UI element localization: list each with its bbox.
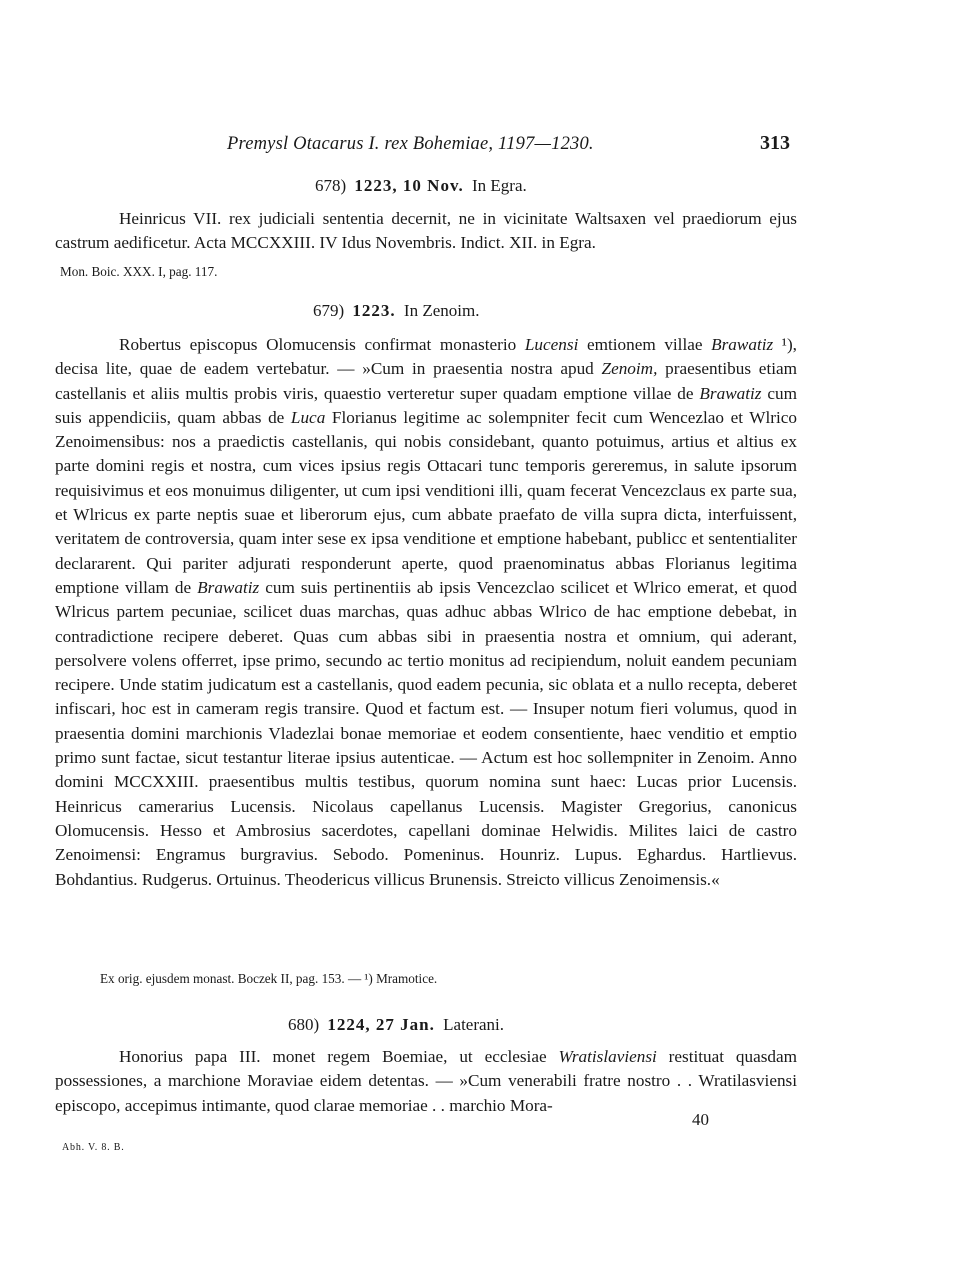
entry-680-heading [288, 1015, 504, 1035]
place-name: Lucensi [524, 335, 579, 354]
entry-679-heading [313, 301, 479, 321]
printer-signature: Abh. V. 8. B. [62, 1142, 125, 1153]
page-number: 313 [760, 132, 790, 154]
entry-678-source: Mon. Boic. XXX. I, pag. 117. [60, 264, 218, 279]
entry-place: Laterani. [443, 1015, 505, 1034]
place-name: Wratislaviensi [558, 1047, 657, 1066]
sheet-number: 40 [692, 1110, 709, 1129]
entry-678-heading [315, 176, 527, 196]
entry-680-text: Honorius papa III. monet regem Boemiae, ut ecclesiae Wratislaviensi restituat quasdam possessiones, a marchione Moraviae eidem detentas. — »Cum venerabili fratre nostro . . Wratilasviensi episcopo, accepimus intimante, quod clarae memoriae . . marchio Mora- [55, 1047, 797, 1115]
entry-678-summary: Heinricus VII. rex judiciali sententia decernit, ne in vicinitate Waltsaxen vel praediorum ejus castrum aedificetur. Acta MCCXXIII. IV Idus Novembris. Indict. XII. in Egra. [55, 209, 797, 253]
entry-date: 1224, 27 Jan. [327, 1015, 435, 1034]
entry-679-text: Robertus episcopus Olomucensis confirmat monasterio Lucensi emtionem villae Brawatiz ¹), decisa lite, quae de eadem vertebatur. — »Cum in praesentia nostra apud Zenoim, praesentibus etiam castellanis et aliis multis probis viris, quaestio verteretur super quadam emptione villae de Brawatiz cum suis appendiciis, quam abbas de Luca Florianus legitime ac solempniter fecit cum Wencezlao et Wlrico Zenoimensibus: nos a praedictis castellanis, qui nobis considebant, quanto potuimus, artius et altius ex parte domini regis et nostra, cum vices ipsius regis Ottacari tunc temporis gereremus, in salute ipsorum requisivimus et eos monuimus diligenter, ut cum ipsi venditioni illi, quam fecerat Vencezclaus ex parte sua, et Wlricus ex parte neptis suae et liberorum ejus, cum abbate praefato de villa supra dicta, interfuissent, veritatem de controversia, quam inter sese ex ipsa venditione et emptione habebant, publicc et sententialiter declararent. Qui pariter adjurati responderunt aperte, quod praenominatus abbas Florianus legitima emptione villam de Brawatiz cum suis pertinentiis ab ipsis Vencezclao scilicet et Wlrico emerat, et quod Wlricus partem pecuniae, scilicet duas marchas, quas adhuc abbas Wlrico de hac emptione debebat, in contradictione recipere deberet. Quas cum abbas sibi in praesentia nostra et omnium, qui aderant, persolvere volens offerret, ipse primo, secundo ac tertio monitus ad recipiendum, noluit eandem pecuniam recipere. Unde statim judicatum est a castellanis, quod eadem pecunia, sic oblata et a nullo recepta, deberet infiscari, hoc est in cameram regis transire. Quod et factum est. — Insuper notum fieri volumus, quod in praesentia domini marchionis Vladezlai bonae memoriae et eodem consentiente, haec venditio et emptio primo sunt factae, sicut testantur literae ipsius autenticae. — Actum est hoc sollempniter in Zenoim. Anno domini MCCXXIII. praesentibus multis testibus, quorum nomina sunt haec: Lucas prior Lucensis. Heinricus camerarius Lucensis. Nicolaus capellanus Lucensis. Magister Gregorius, canonicus Olomucensis. Hesso et Ambrosius sacerdotes, capellani dominae Helwidis. Milites laici de castro Zenoimensi: Engramus burgravius. Sebodo. Pomeninus. Hounriz. Lupus. Eghardus. Hartlievus. Bohdantius. Rudgerus. Ortuinus. Theodericus villicus Brunensis. Streicto villicus Zenoimensis.« [55, 335, 798, 889]
entry-place: In Zenoim. [403, 301, 480, 320]
entry-679-source: Ex orig. ejusdem monast. Boczek II, pag. 153. — ¹) Mramotice. [100, 971, 438, 986]
entry-number: 680) [288, 1015, 320, 1034]
place-name: Brawatiz [711, 335, 774, 354]
entry-date: 1223, 10 Nov. [354, 176, 464, 195]
entry-date: 1223. [352, 301, 396, 320]
entry-number: 679) [313, 301, 345, 320]
running-title: Premysl Otacarus I. rex Bohemiae, 1197—1230. [227, 134, 594, 154]
entry-place: In Egra. [472, 176, 527, 195]
entry-number: 678) [315, 176, 347, 195]
place-name: Brawatiz [197, 577, 260, 597]
place-name: Brawatiz [699, 383, 762, 403]
place-name: Zenoim, [601, 359, 658, 379]
place-name: Luca [290, 407, 326, 427]
